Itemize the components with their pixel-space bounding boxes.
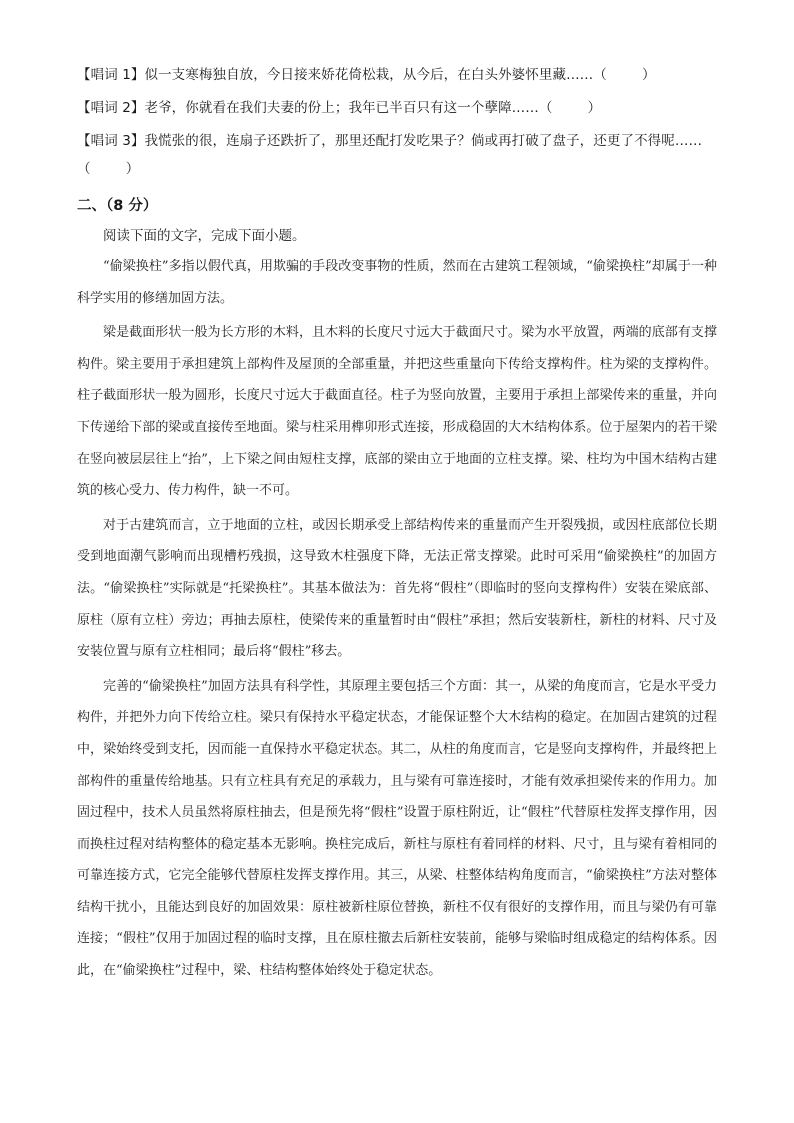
lyric-3 [77, 132, 722, 151]
lyric-3-paren-close: ） [125, 161, 140, 177]
lyric-3-text: 我慌张的很，连扇子还跌折了，那里还配打发吃果子？倘或再打破了盘子，还更了不得呢…… [144, 133, 703, 149]
lyric-1 [77, 66, 722, 85]
lyric-3-paren-open: （ [77, 161, 91, 177]
answer-blank[interactable] [552, 99, 587, 118]
reading-passage [77, 251, 717, 990]
answer-blank[interactable] [91, 160, 126, 179]
passage-paragraph: 对于古建筑而言，立于地面的立柱，或因长期承受上部结构传来的重量而产生开裂残损，或因柱底部位长期受到地面潮气影响而出现槽朽残损，这导致木柱强度下降，无法正常支撑梁。此时可采用“偷梁换柱”的加固方法。“偷梁换柱”实际就是“托梁换柱”。其基本做法为：首先将“假柱”（即临时的竖向支撑构件）安装在梁底部、原柱（原有立柱）旁边；再抽去原柱，使梁传来的重量暂时由“假柱”承担；然后安装新柱，新柱的材料、尺寸及安装位置与原有立柱相同；最后将“假柱”移去。 [77, 517, 717, 660]
lyric-2-text: 老爷，你就看在我们夫妻的份上；我年已半百只有这一个孽障……（ [144, 100, 553, 116]
lyric-2 [77, 99, 722, 118]
lyric-1-tag: 【唱词 1】 [77, 67, 145, 83]
passage-paragraph: 梁是截面形状一般为长方形的木料，且木料的长度尺寸远大于截面尺寸。梁为水平放置，两端的底部有支撑构件。梁主要用于承担建筑上部构件及屋顶的全部重量，并把这些重量向下传给支撑构件。柱为梁的支撑构件。柱子截面形状一般为圆形，长度尺寸远大于截面直径。柱子为竖向放置，主要用于承担上部梁传来的重量，并向下传递给下部的梁或直接传至地面。梁与柱采用榫卯形式连接，形成稳固的大木结构体系。位于屋架内的若干梁在竖向被层层往上“抬”，上下梁之间由短柱支撑，底部的梁由立于地面的立柱支撑。梁、柱均为中国木结构古建筑的核心受力、传力构件，缺一不可。 [77, 325, 717, 499]
passage-paragraph: 完善的“偷梁换柱”加固方法具有科学性，其原理主要包括三个方面：其一，从梁的角度而言，它是水平受力构件，并把外力向下传给立柱。梁只有保持水平稳定状态，才能保证整个大木结构的稳定。在加固古建筑的过程中，梁始终受到支托，因而能一直保持水平稳定状态。其二，从柱的角度而言，它是竖向支撑构件，并最终把上部构件的重量传给地基。只有立柱具有充足的承载力，且与梁有可靠连接时，才能有效承担梁传来的作用力。加固过程中，技术人员虽然将原柱抽去，但是预先将“假柱”设置于原柱附近，让“假柱”代替原柱发挥支撑作用，因而换柱过程对结构整体的稳定基本无影响。换柱完成后，新柱与原柱有着同样的材料、尺寸，且与梁有着相同的可靠连接方式，它完全能够代替原柱发挥支撑作用。其三，从梁、柱整体结构角度而言，“偷梁换柱”方法对整体结构干扰小，且能达到良好的加固效果：原柱被新柱原位替换，新柱不仅有很好的支撑作用，而且与梁仍有可靠连接；“假柱”仅用于加固过程的临时支撑，且在原柱撤去后新柱安装前，能够与梁临时组成稳定的结构体系。因此，在“偷梁换柱”过程中，梁、柱结构整体始终处于稳定状态。 [77, 678, 717, 979]
passage-paragraph: “偷梁换柱”多指以假代真，用欺骗的手段改变事物的性质，然而在古建筑工程领域，“偷梁换柱”却属于一种科学实用的修缮加固方法。 [77, 259, 717, 306]
lyric-1-paren-close: ） [642, 67, 656, 83]
lyric-3-tag: 【唱词 3】 [77, 133, 145, 149]
lyric-2-paren-close: ） [587, 100, 602, 116]
lyric-3-continuation [77, 160, 722, 179]
answer-blank[interactable] [607, 66, 642, 85]
lyric-1-text: 似一支寒梅独自放，今日接来娇花倚松栽，从今后，在白头外婆怀里藏……（ [144, 67, 607, 83]
section-heading: 二、（8 分） [77, 198, 158, 214]
reading-instruction: 阅读下面的文字，完成下面小题。 [103, 228, 306, 244]
lyric-2-tag: 【唱词 2】 [77, 100, 145, 116]
